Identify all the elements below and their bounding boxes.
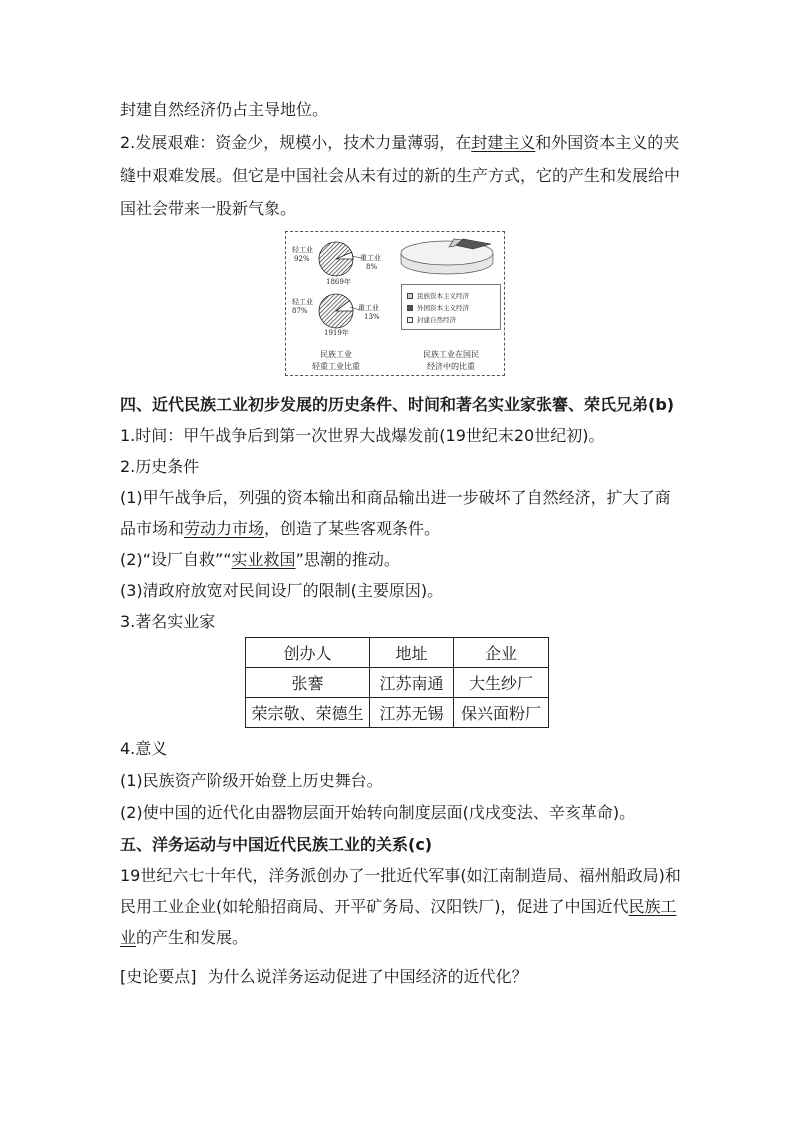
legend-label: 民族资本主义经济 [417,292,469,300]
underlined-term: 民族工 [628,897,677,916]
section-5-line-2 [120,897,677,917]
underlined-term: 实业救国 [231,550,296,569]
legend-swatch [407,293,413,299]
text: ”思潮的推动。 [295,550,400,569]
pie1919-year: 1919年 [324,329,349,337]
table-cell: 江苏南通 [370,668,454,698]
left-figure-caption [301,349,371,373]
history-key-point [120,967,528,987]
text: 和外国资本主义的夹 [535,133,680,152]
paragraph-line: 缝中艰难发展。但它是中国社会从未有过的新的生产方式，它的产生和发展给中 [120,166,681,185]
legend-swatch [407,317,413,323]
pie1919-heavy-pct: 13% [364,313,380,321]
condition-2 [120,550,400,570]
legend-item-national [407,291,469,300]
significance-1: (1)民族资产阶级开始登上历史舞台。 [120,771,383,790]
economy-3d-pie-chart [401,239,493,274]
legend-label: 封建自然经济 [417,316,456,324]
table-header-cell: 企业 [454,638,549,668]
legend-item-feudal [407,315,456,324]
famous-industrialists-title: 3.著名实业家 [120,612,216,631]
industrialists-table [245,637,549,728]
pie1869-heavy-label: 重工业 [360,254,381,262]
industry-proportion-figure [285,231,505,376]
legend-item-foreign [407,303,469,312]
caption-line: 民族工业 [320,350,352,359]
pie1869-year: 1869年 [326,278,351,286]
caption-line: 经济中的比重 [427,362,475,371]
paragraph-feudal-economy: 封建自然经济仍占主导地位。 [120,100,329,119]
key-point-tag: [史论要点] [120,967,197,986]
condition-3: (3)清政府放宽对民间设厂的限制(主要原因)。 [120,581,444,600]
condition-1-line-1: (1)甲午战争后，列强的资本输出和商品输出进一步破坏了自然经济，扩大了商 [120,488,671,507]
table-row [246,668,549,698]
economy-legend [401,284,501,330]
caption-line: 民族工业在国民 [423,350,479,359]
text: ，创造了某些客观条件。 [264,519,441,538]
text: (2)“设厂自救”“ [120,550,232,569]
pie1919-light-label: 轻工业 [292,298,313,306]
pie-chart-1869 [319,242,361,276]
condition-1-line-2 [120,519,440,539]
section-4-heading: 四、近代民族工业初步发展的历史条件、时间和著名实业家张謇、荣氏兄弟(b) [120,395,675,414]
section-5-line-3 [120,928,248,948]
pie1869-heavy-pct: 8% [366,263,378,271]
table-header-cell: 地址 [370,638,454,668]
paragraph-line: 国社会带来一股新气象。 [120,199,297,218]
underlined-term: 业 [120,928,137,947]
pie1919-heavy-label: 重工业 [358,304,379,312]
text: 的产生和发展。 [136,928,249,947]
underlined-term: 封建主义 [471,133,536,152]
underlined-term: 劳动力市场 [184,519,265,538]
significance-2: (2)使中国的近代化由器物层面开始转向制度层面(戊戌变法、辛亥革命)。 [120,803,636,822]
caption-line: 轻重工业比重 [312,362,360,371]
table-row [246,698,549,728]
text: 民用工业企业(如轮船招商局、开平矿务局、汉阳铁厂)，促进了中国近代 [120,897,629,916]
right-figure-caption [406,349,496,373]
pie-chart-1919 [319,294,360,328]
text: 2.发展艰难：资金少，规模小，技术力量薄弱，在 [120,133,472,152]
section-4-conditions-title: 2.历史条件 [120,457,200,476]
pie1869-light-pct: 92% [294,255,310,263]
table-cell: 荣宗敬、荣德生 [246,698,370,728]
pie1919-light-pct: 87% [292,307,308,315]
table-cell: 张謇 [246,668,370,698]
key-point-question: 为什么说洋务运动促进了中国经济的近代化？ [207,967,528,986]
table-header-cell: 创办人 [246,638,370,668]
pie1869-light-label: 轻工业 [292,246,313,254]
significance-title: 4.意义 [120,739,168,758]
table-cell: 大生纱厂 [454,668,549,698]
section-4-time: 1.时间：甲午战争后到第一次世界大战爆发前(19世纪末20世纪初)。 [120,426,605,445]
text: 品市场和 [120,519,185,538]
legend-label: 外国资本主义经济 [417,304,469,312]
table-cell: 江苏无锡 [370,698,454,728]
section-5-heading: 五、洋务运动与中国近代民族工业的关系(c) [120,835,433,854]
section-5-line-1: 19世纪六七十年代，洋务派创办了一批近代军事(如江南制造局、福州船政局)和 [120,866,681,885]
paragraph-difficult-development [120,133,679,153]
legend-swatch [407,305,413,311]
table-cell: 保兴面粉厂 [454,698,549,728]
table-header-row [246,638,549,668]
